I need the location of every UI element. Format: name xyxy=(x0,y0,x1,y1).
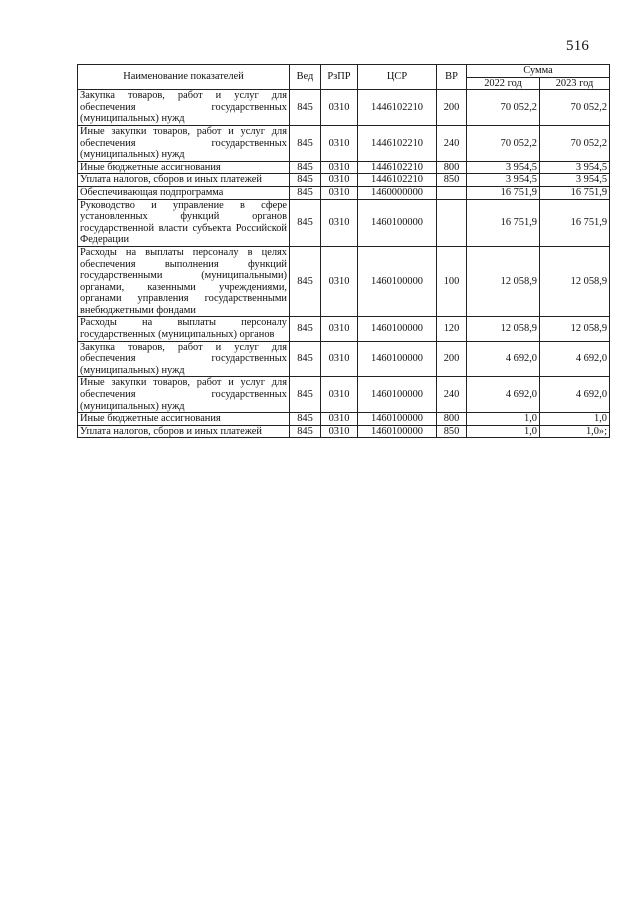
budget-table xyxy=(77,64,610,438)
cell-sum-2023: 3 954,5 xyxy=(540,161,610,174)
cell-name: Иные закупки товаров, работ и услуг для обеспечения государственных (муниципальных) нужд xyxy=(78,125,290,161)
cell-vr: 100 xyxy=(437,246,467,317)
table-row xyxy=(78,341,610,377)
header-sum: Сумма xyxy=(467,65,610,78)
cell-vr: 200 xyxy=(437,341,467,377)
cell-csr: 1460100000 xyxy=(358,246,437,317)
cell-ved: 845 xyxy=(290,425,321,438)
cell-name: Иные закупки товаров, работ и услуг для обеспечения государственных (муниципальных) нужд xyxy=(78,377,290,413)
header-ved: Вед xyxy=(290,65,321,90)
cell-csr: 1460000000 xyxy=(358,186,437,199)
cell-ved: 845 xyxy=(290,161,321,174)
cell-ved: 845 xyxy=(290,317,321,341)
cell-name: Уплата налогов, сборов и иных платежей xyxy=(78,174,290,187)
cell-sum-2023: 12 058,9 xyxy=(540,246,610,317)
table-row xyxy=(78,174,610,187)
cell-sum-2022: 12 058,9 xyxy=(467,317,540,341)
table-row xyxy=(78,90,610,126)
cell-rzpr: 0310 xyxy=(321,90,358,126)
cell-csr: 1446102210 xyxy=(358,174,437,187)
cell-ved: 845 xyxy=(290,125,321,161)
cell-vr: 200 xyxy=(437,90,467,126)
cell-rzpr: 0310 xyxy=(321,199,358,246)
cell-csr: 1460100000 xyxy=(358,317,437,341)
cell-sum-2022: 1,0 xyxy=(467,425,540,438)
cell-sum-2023: 12 058,9 xyxy=(540,317,610,341)
table-body xyxy=(78,90,610,438)
table-row xyxy=(78,246,610,317)
cell-sum-2022: 12 058,9 xyxy=(467,246,540,317)
table-row xyxy=(78,199,610,246)
cell-vr xyxy=(437,199,467,246)
table-row xyxy=(78,317,610,341)
header-csr: ЦСР xyxy=(358,65,437,90)
cell-sum-2023: 70 052,2 xyxy=(540,90,610,126)
cell-ved: 845 xyxy=(290,246,321,317)
cell-ved: 845 xyxy=(290,186,321,199)
cell-sum-2023: 4 692,0 xyxy=(540,341,610,377)
cell-vr: 240 xyxy=(437,377,467,413)
table-header xyxy=(78,65,610,90)
header-rzpr: РзПР xyxy=(321,65,358,90)
cell-sum-2023: 16 751,9 xyxy=(540,186,610,199)
cell-sum-2022: 70 052,2 xyxy=(467,90,540,126)
cell-ved: 845 xyxy=(290,413,321,426)
cell-ved: 845 xyxy=(290,174,321,187)
cell-name: Расходы на выплаты персоналу в целях обеспечения выполнения функций государственными (муниципальными) органами, казенными учреждениями, органами управления государственными внебюджетными фондами xyxy=(78,246,290,317)
table-row xyxy=(78,186,610,199)
cell-rzpr: 0310 xyxy=(321,161,358,174)
cell-sum-2022: 16 751,9 xyxy=(467,199,540,246)
table-row xyxy=(78,413,610,426)
cell-sum-2022: 4 692,0 xyxy=(467,341,540,377)
cell-sum-2023: 3 954,5 xyxy=(540,174,610,187)
cell-ved: 845 xyxy=(290,90,321,126)
cell-csr: 1460100000 xyxy=(358,425,437,438)
cell-name: Иные бюджетные ассигнования xyxy=(78,161,290,174)
cell-sum-2023: 16 751,9 xyxy=(540,199,610,246)
cell-name: Руководство и управление в сфере установленных функций органов государственной власти субъекта Российской Федерации xyxy=(78,199,290,246)
cell-csr: 1446102210 xyxy=(358,161,437,174)
table-row xyxy=(78,425,610,438)
cell-rzpr: 0310 xyxy=(321,317,358,341)
cell-vr: 120 xyxy=(437,317,467,341)
cell-name: Закупка товаров, работ и услуг для обеспечения государственных (муниципальных) нужд xyxy=(78,341,290,377)
cell-sum-2023: 1,0 xyxy=(540,413,610,426)
cell-name: Расходы на выплаты персоналу государственных (муниципальных) органов xyxy=(78,317,290,341)
cell-csr: 1460100000 xyxy=(358,341,437,377)
cell-csr: 1446102210 xyxy=(358,90,437,126)
cell-csr: 1460100000 xyxy=(358,377,437,413)
cell-name: Уплата налогов, сборов и иных платежей xyxy=(78,425,290,438)
cell-rzpr: 0310 xyxy=(321,425,358,438)
cell-vr xyxy=(437,186,467,199)
cell-sum-2022: 4 692,0 xyxy=(467,377,540,413)
cell-name: Обеспечивающая подпрограмма xyxy=(78,186,290,199)
header-name: Наименование показателей xyxy=(78,65,290,90)
cell-name: Закупка товаров, работ и услуг для обеспечения государственных (муниципальных) нужд xyxy=(78,90,290,126)
cell-rzpr: 0310 xyxy=(321,413,358,426)
cell-sum-2023: 70 052,2 xyxy=(540,125,610,161)
cell-rzpr: 0310 xyxy=(321,341,358,377)
header-vr: ВР xyxy=(437,65,467,90)
cell-csr: 1460100000 xyxy=(358,413,437,426)
cell-csr: 1446102210 xyxy=(358,125,437,161)
cell-vr: 800 xyxy=(437,161,467,174)
cell-rzpr: 0310 xyxy=(321,186,358,199)
cell-name: Иные бюджетные ассигнования xyxy=(78,413,290,426)
cell-sum-2023: 1,0»; xyxy=(540,425,610,438)
table-row xyxy=(78,161,610,174)
cell-ved: 845 xyxy=(290,377,321,413)
cell-csr: 1460100000 xyxy=(358,199,437,246)
cell-sum-2022: 70 052,2 xyxy=(467,125,540,161)
cell-rzpr: 0310 xyxy=(321,377,358,413)
cell-sum-2023: 4 692,0 xyxy=(540,377,610,413)
cell-sum-2022: 3 954,5 xyxy=(467,174,540,187)
header-year-2022: 2022 год xyxy=(467,77,540,90)
table-row xyxy=(78,377,610,413)
cell-vr: 850 xyxy=(437,174,467,187)
table-row xyxy=(78,125,610,161)
cell-rzpr: 0310 xyxy=(321,174,358,187)
cell-sum-2022: 1,0 xyxy=(467,413,540,426)
cell-ved: 845 xyxy=(290,341,321,377)
cell-sum-2022: 3 954,5 xyxy=(467,161,540,174)
cell-vr: 800 xyxy=(437,413,467,426)
cell-ved: 845 xyxy=(290,199,321,246)
cell-vr: 240 xyxy=(437,125,467,161)
page-number: 516 xyxy=(566,38,590,54)
cell-rzpr: 0310 xyxy=(321,125,358,161)
cell-sum-2022: 16 751,9 xyxy=(467,186,540,199)
cell-rzpr: 0310 xyxy=(321,246,358,317)
header-year-2023: 2023 год xyxy=(540,77,610,90)
cell-vr: 850 xyxy=(437,425,467,438)
